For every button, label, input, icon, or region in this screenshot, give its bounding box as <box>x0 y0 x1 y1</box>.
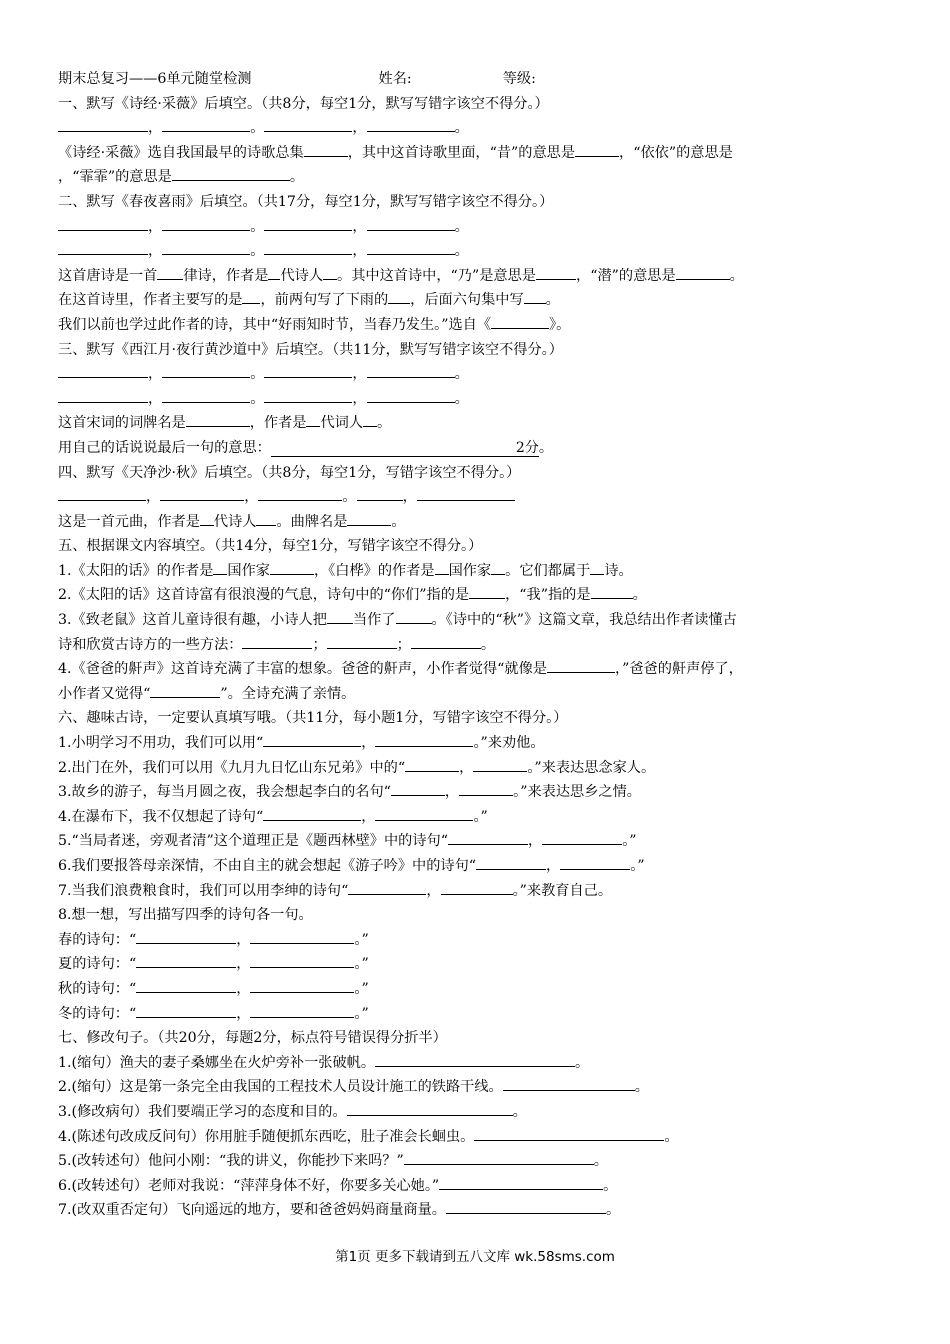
question-line: 这首宋词的词牌名是 ，作者是 代词人 。 <box>58 411 898 436</box>
answer-blank[interactable] <box>162 387 250 403</box>
answer-blank[interactable] <box>474 1125 664 1141</box>
answer-blank[interactable] <box>435 559 449 575</box>
answer-blank[interactable] <box>160 485 244 501</box>
answer-blank[interactable] <box>375 805 473 821</box>
answer-blank[interactable] <box>388 288 410 304</box>
poem-line: ， 。 ， 。 <box>58 116 898 141</box>
name-label: 姓名: <box>378 71 412 87</box>
answer-blank[interactable] <box>264 387 352 403</box>
question-line: 2.(缩句）这是第一条完全由我国的工程技术人员设计施工的铁路干线。 。 <box>58 1075 898 1100</box>
question-line: 4.(陈述句改成反问句）你用脏手随便抓东西吃，肚子准会长蛔虫。 。 <box>58 1125 898 1150</box>
answer-blank[interactable] <box>547 657 615 673</box>
question-line: 6.(改转述句）老师对我说：“萍萍身体不好，你要多关心她。” 。 <box>58 1174 898 1199</box>
question-line: 4.《爸爸的鼾声》这首诗充满了丰富的想象。爸爸的鼾声，小作者觉得“就像是 ，”爸爸的鼾声停了， <box>58 657 898 682</box>
answer-blank[interactable] <box>367 239 455 255</box>
answer-blank[interactable] <box>575 141 619 157</box>
question-line: 7.当我们浪费粮食时，我们可以用李绅的诗句“ ， 。”来教育自己。 <box>58 879 898 904</box>
question-line: 《诗经·采薇》选自我国最早的诗歌总集 ，其中这首诗歌里面，“昔”的意思是 ，“依依”的意思是 <box>58 141 898 166</box>
answer-blank[interactable] <box>404 1149 594 1165</box>
question-line: 6.我们要报答母亲深情，不由自主的就会想起《游子吟》中的诗句“ ， 。” <box>58 854 898 879</box>
answer-blank[interactable] <box>250 952 354 968</box>
answer-blank[interactable] <box>367 116 455 132</box>
answer-blank[interactable] <box>491 559 505 575</box>
section-6-heading: 六、趣味古诗，一定要认真填写哦。（共11分，每小题1分，写错字该空不得分。） <box>58 710 568 727</box>
answer-blank[interactable] <box>405 756 459 772</box>
answer-blank[interactable] <box>542 829 622 845</box>
answer-blank[interactable] <box>327 608 353 624</box>
section-2-heading: 二、默写《春夜喜雨》后填空。（共17分，每空1分，默写写错字该空不得分。） <box>58 193 554 210</box>
answer-blank[interactable] <box>58 239 148 255</box>
question-line: 5.“当局者迷，旁观者清”这个道理正是《题西林壁》中的诗句“ ， 。” <box>58 829 898 854</box>
answer-blank[interactable] <box>213 559 227 575</box>
answer-blank[interactable] <box>58 116 148 132</box>
answer-blank[interactable] <box>268 264 280 280</box>
answer-blank[interactable] <box>367 215 455 231</box>
answer-blank[interactable] <box>446 1198 606 1214</box>
answer-blank[interactable] <box>58 362 148 378</box>
question-line: 在这首诗里，作者主要写的是 ，前两句写了下雨的 ，后面六句集中写 。 <box>58 288 898 313</box>
answer-blank[interactable] <box>560 854 630 870</box>
answer-blank[interactable] <box>304 141 348 157</box>
answer-blank[interactable] <box>306 411 320 427</box>
answer-blank[interactable] <box>172 165 290 181</box>
answer-blank[interactable] <box>136 1002 236 1018</box>
answer-blank[interactable] <box>250 1002 354 1018</box>
answer-blank[interactable] <box>150 682 220 698</box>
answer-blank[interactable] <box>591 583 633 599</box>
question-line: 小作者又觉得“ ”。全诗充满了亲情。 <box>58 682 898 707</box>
answer-blank[interactable] <box>347 510 391 526</box>
grade-label: 等级: <box>502 71 536 87</box>
answer-blank[interactable] <box>250 928 354 944</box>
poem-line: ， 。 ， 。 <box>58 362 898 387</box>
poem-line: ， ， 。 ， <box>58 485 898 510</box>
answer-blank[interactable] <box>200 510 214 526</box>
section-4-heading: 四、默写《天净沙·秋》后填空。（共8分，每空1分，写错字该空不得分。） <box>58 464 521 481</box>
poem-line: ， 。 ， 。 <box>58 239 898 264</box>
worksheet-title: 期末总复习——6单元随堂检测 <box>58 71 252 87</box>
answer-blank[interactable] <box>58 387 148 403</box>
question-line: 8.想一想，写出描写四季的诗句各一句。 <box>58 907 313 924</box>
question-line: 诗和欣赏古诗方的一些方法： ； ； 。 <box>58 633 898 658</box>
question-line: 用自己的话说说最后一句的意思： 2分。 <box>58 439 554 456</box>
answer-blank[interactable] <box>271 441 539 457</box>
answer-blank[interactable] <box>363 411 377 427</box>
season-line-spring: 春的诗句：“ ， 。” <box>58 928 898 953</box>
answer-blank[interactable] <box>242 288 260 304</box>
answer-blank[interactable] <box>136 977 236 993</box>
question-line: 3.故乡的游子，每当月圆之夜，我会想起李白的名句“ ， 。”来表达思乡之情。 <box>58 780 898 805</box>
section-3-heading: 三、默写《西江月·夜行黄沙道中》后填空。（共11分，默写写错字该空不得分。） <box>58 341 563 358</box>
answer-blank[interactable] <box>473 756 527 772</box>
answer-blank[interactable] <box>263 731 361 747</box>
question-line: 1.(缩句）渔夫的妻子桑娜坐在火炉旁补一张破帆。 。 <box>58 1051 898 1076</box>
answer-blank[interactable] <box>162 215 250 231</box>
answer-blank[interactable] <box>162 239 250 255</box>
answer-blank[interactable] <box>476 854 546 870</box>
season-line-summer: 夏的诗句：“ ， 。” <box>58 952 898 977</box>
answer-blank[interactable] <box>136 928 236 944</box>
answer-blank[interactable] <box>391 780 445 796</box>
question-line: 2.出门在外，我们可以用《九月九日忆山东兄弟》中的“ ， 。”来表达思念家人。 <box>58 756 898 781</box>
question-line: 2.《太阳的话》这首诗富有很浪漫的气息，诗句中的“你们”指的是 ，“我”指的是 。 <box>58 583 898 608</box>
question-line: 我们以前也学过此作者的诗，其中“好雨知时节，当春乃发生。”选自《 》。 <box>58 313 898 338</box>
answer-blank[interactable] <box>448 829 528 845</box>
points-label: 2分 <box>515 439 539 456</box>
answer-blank[interactable] <box>348 879 426 895</box>
question-line: 1.《太阳的话》的作者是 国作家 ，《白桦》的作者是 国作家 。它们都属于 诗。 <box>58 559 898 584</box>
answer-blank[interactable] <box>375 1051 575 1067</box>
section-7-heading: 七、修改句子。（共20分，每题2分，标点符号错误得分折半） <box>58 1030 447 1047</box>
section-5-heading: 五、根据课文内容填空。（共14分，每空1分，写错字该空不得分。） <box>58 538 483 555</box>
answer-blank[interactable] <box>347 1100 513 1116</box>
answer-blank[interactable] <box>136 952 236 968</box>
season-line-winter: 冬的诗句：“ ， 。” <box>58 1002 898 1027</box>
answer-blank[interactable] <box>270 559 314 575</box>
poem-line: ， 。 ， 。 <box>58 215 898 240</box>
question-line: 3.《致老鼠》这首儿童诗很有趣，小诗人把 当作了 。《诗中的“秋”》这篇文章，我总结出作者读懂古 <box>58 608 898 633</box>
answer-blank[interactable] <box>162 362 250 378</box>
answer-blank[interactable] <box>375 731 473 747</box>
answer-blank[interactable] <box>367 362 455 378</box>
answer-blank[interactable] <box>264 116 352 132</box>
answer-blank[interactable] <box>396 608 432 624</box>
question-line: 7.(改双重否定句）飞向遥远的地方，要和爸爸妈妈商量商量。 。 <box>58 1198 898 1223</box>
answer-blank[interactable] <box>263 805 361 821</box>
answer-blank[interactable] <box>524 288 546 304</box>
question-line: 4.在瀑布下，我不仅想起了诗句“ ， 。” <box>58 805 898 830</box>
question-line: 3.(修改病句）我们要端正学习的态度和目的。 。 <box>58 1100 898 1125</box>
answer-blank[interactable] <box>367 387 455 403</box>
answer-blank[interactable] <box>157 264 183 280</box>
answer-blank[interactable] <box>264 239 352 255</box>
answer-blank[interactable] <box>459 780 513 796</box>
answer-blank[interactable] <box>357 485 403 501</box>
answer-blank[interactable] <box>264 362 352 378</box>
header-line <box>58 67 898 92</box>
answer-blank[interactable] <box>323 264 337 280</box>
page-footer: 第1页 更多下载请到五八文库 wk.58sms.com <box>335 1249 615 1265</box>
answer-blank[interactable] <box>469 583 505 599</box>
question-line: 这是一首元曲，作者是 代诗人 。曲牌名是 。 <box>58 510 898 535</box>
answer-blank[interactable] <box>242 633 312 649</box>
question-line: 5.(改转述句）他问小刚：“我的讲义，你能抄下来吗？” 。 <box>58 1149 898 1174</box>
answer-blank[interactable] <box>676 264 730 280</box>
answer-blank[interactable] <box>258 485 342 501</box>
worksheet-page <box>58 67 898 1223</box>
question-line: 这首唐诗是一首 律诗，作者是 代诗人 。其中这首诗中，“乃”是意思是 ，“潜”的意思是 。 <box>58 264 898 289</box>
answer-blank[interactable] <box>256 510 276 526</box>
season-line-autumn: 秋的诗句：“ ， 。” <box>58 977 898 1002</box>
answer-blank[interactable] <box>411 633 481 649</box>
answer-blank[interactable] <box>590 559 604 575</box>
section-1-heading: 一、默写《诗经·采薇》后填空。（共8分，每空1分，默写写错字该空不得分。） <box>58 95 549 112</box>
poem-line: ， 。 ， 。 <box>58 387 898 412</box>
question-line: 1.小明学习不用功，我们可以用“ ， 。”来劝他。 <box>58 731 898 756</box>
answer-blank[interactable] <box>162 116 250 132</box>
answer-blank[interactable] <box>264 215 352 231</box>
answer-blank[interactable] <box>491 313 549 329</box>
answer-blank[interactable] <box>250 977 354 993</box>
answer-blank[interactable] <box>417 485 515 501</box>
answer-blank[interactable] <box>58 485 146 501</box>
answer-blank[interactable] <box>536 264 576 280</box>
answer-blank[interactable] <box>439 1174 603 1190</box>
answer-blank[interactable] <box>503 1075 635 1091</box>
answer-blank[interactable] <box>327 633 397 649</box>
answer-blank[interactable] <box>58 215 148 231</box>
question-line: ，“霏霏”的意思是 。 <box>58 165 898 190</box>
answer-blank[interactable] <box>441 879 513 895</box>
answer-blank[interactable] <box>186 411 250 427</box>
